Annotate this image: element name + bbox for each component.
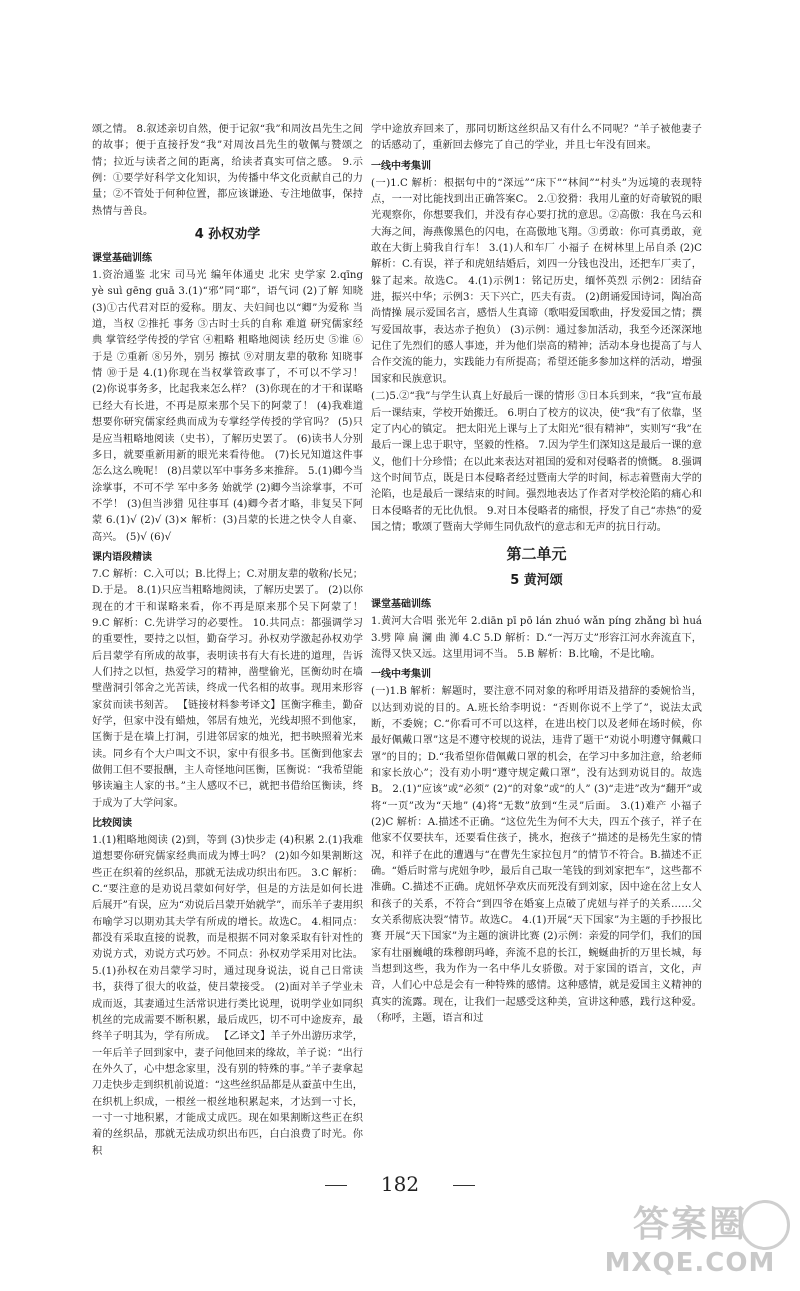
section-heading: 比较阅读 <box>92 818 132 830</box>
lesson-title: 5 黄河颂 <box>510 573 563 589</box>
answer-paragraph: 1.黄河大合唱 张光年 2.diān pī pō lán zhuó wǎn píng zhǎng bì huá 3.劈 障 扁 澜 曲 浉 4.C 5.D 解析：D.“一泻万丈”形容江河水奔流直下，流得又快又远。这里用词不当。 5.B 解析：B.比喻，不是比喻。 <box>371 616 702 660</box>
section-heading: 课堂基础训练 <box>371 599 431 611</box>
section-heading: 课堂基础训练 <box>92 253 152 265</box>
answer-paragraph: 7.C 解析：C.入可以；B.比得上；C.对朋友辈的敬称/长兄；D.于是。 8.(1)只应当粗略地阅读，了解历史罢了。 (2)以你现在的才干和谋略来看，你不再是原来那个吴下阿蒙了！ 9.C 解析：C.先讲学习的必要性。 10.共同点：都强调学习的重要性，要持之以恒，勤奋学习。孙权劝学激起孙权劝学后吕蒙学有所成的故事，表明读书有大有长进的道理，告诉人们持之以恒，热爱学习的精神，凿壁偷光，匡衡幼时在墙壁凿洞引邻舍之光苦读，终成一代名相的故事。现用来形容家贫而读书刻苦。 【链接材料参考译文】匡衡字稚圭，勤奋好学，但家中没有蜡烛，邻居有烛光，光线却照不到他家，匡衡于是在墙上打洞，引进邻居家的烛光，把书映照着光来读。同乡有个大户叫文不识，家中有很多书。匡衡到他家去做佣工但不要报酬，主人奇怪地问匡衡，匡衡说：“我希望能够读遍主人家的书。”主人感叹不已，就把书借给匡衡读，终于成为了大学问家。 <box>92 568 363 809</box>
page-number: 182 <box>380 1172 420 1196</box>
unit-title: 第二单元 <box>506 545 567 564</box>
page-dash-left <box>325 1185 347 1186</box>
answer-paragraph: 1.资治通鉴 北宋 司马光 编年体通史 北宋 史学家 2.qīng yè suì gēng guā 3.(1)“邪”同“耶”，语气词 (2)了解 知晓 (3)①古代君对臣的爱称。朋友、夫妇间也以“卿”为爱称 当道，当权 ②推托 事务 ③古时士兵的自称 难道 研究儒家经典 掌管经学传授的学官 ④粗略 粗略地阅读 经历史 ⑤谁 ⑥于是 ⑦重新 ⑧另外，别另 擦拭 ⑨对朋友辈的敬称 知晓事情 ⑩于是 4.(1)你现在当权掌管政事了，不可以不学习！ (2)你说事务多，比起我来怎么样？ (3)你现在的才干和谋略已经大有长进，不再是原来那个吴下的阿蒙了！ (4)我难道想要你研究儒家经典而成为专掌经学传授的学官吗？ (5)只是应当粗略地阅读（史书），了解历史罢了。 (6)读书人分别多日，就要重新用新的眼光来看待他。 (7)长兄知道这件事怎么这么晚呢！ (8)吕蒙以军中事务多来推辞。 5.(1)卿今当涂掌事，不可不学 军中多务 始就学 (2)卿今当涂掌事，不可不学！ (3)但当涉猎 见往事耳 (4)卿今者才略，非复吴下阿蒙 6.(1)√ (2)√ (3)× 解析：(3)吕蒙的长进之快令人自豪、高兴。 (5)√ (6)√ <box>92 270 363 543</box>
page-dash-right <box>453 1185 475 1186</box>
watermark-title: 答案圈 <box>632 1204 747 1245</box>
answer-paragraph: (一)1.C 解析：根据句中的“深远”“床下”“林间”“村头”为远境的表现特点，一一对比能找到出正确答案C。 2.①狡猾：我用儿童的好奇敏锐的眼光观察你，你想要我们，并没有存心要打扰的意思。②高傲：我在乌云和大海之间，海燕像黑色的闪电，在高傲地飞翔。③勇敢：你可真勇敢，竟敢在大街上骑我自行车！ 3.(1)人和车厂 小福子 在树林里上吊自杀 (2)C 解析：C.有误，祥子和虎妞结婚后，刘四一分钱也没出，还把车厂卖了，躲了起来。故选C。 4.(1)示例1：铭记历史，缅怀英烈 示例2：团结奋进，振兴中华；示例3：天下兴亡，匹夫有责。 (2)朗诵爱国诗词，陶冶高尚情操 展示爱国名言，感悟人生真谛（歌唱爱国歌曲，抒发爱国之情；撰写爱国故事，表达赤子抱负） (3)示例：通过参加活动，我至今还深深地记住了先烈们的感人事迹，并为他们崇高的精神；活动本身也提高了与人合作交流的能力，实践能力有所提高；希望还能多参加这样的活动，增强国家和民族意识。 <box>371 177 702 385</box>
answer-paragraph: 1.(1)粗略地阅读 (2)到，等到 (3)快步走 (4)积累 2.(1)我难道想要你研究儒家经典而成为博士吗？ (2)如今如果割断这些正在织着的丝织品，那就无法成功织出布匹。 3.C 解析：C.“要注意的是劝说吕蒙如何好学，但是的方法是如何长进后展开”有误，应为“劝说后吕蒙开始就学”，而乐羊子妻用织布喻学习以期劝其夫学有所成的增长。故选C。 4.相同点：都没有采取直接的说教，而是根据不同对象采取有针对性的劝说方式，劝说方式巧妙。不同点：孙权劝学采用对比法。 5.(1)孙权在劝吕蒙学习时，通过现身说法，说自己日常读书，获得了很大的收益，使吕蒙接受。 (2)面对羊子学业未成而返，其妻通过生活常识进行类比说理，说明学业如同织机丝的完成需要不断积累，最后成匹，切不可中途废弃，最终羊子明其为，学有所成。 【乙译文】羊子外出游历求学，一年后羊子回到家中，妻子问他回来的缘故，羊子说：“出行在外久了，心中想念家里，没有别的特殊的事。”羊子妻拿起刀走快步走到织机前说道：“这些丝织品都是从蚕茧中生出，在织机上织成，一根丝一根丝地积累起来，才达到一寸长，一寸一寸地积累，才能成丈成匹。现在如果割断这些正在织着的丝织品，那就无法成功织出布匹，白白浪费了时光。你积 <box>92 835 363 1157</box>
answer-paragraph: (一)1.B 解析：解题时，要注意不同对象的称呼用语及措辞的委婉恰当，以达到劝说的目的。A.班长给李明说：“否则你说不上学了”，说法太武断，不委婉；C.“你看可不可以这样，在进出校门以及老师在场时候，你最好佩戴口罩”这是不遵守校规的说法，违背了题干“劝说小明遵守佩戴口罩”的目的；D.“我希望你借佩戴口罩的机会，在学习中多加注意，给老师和家长放心”；没有劝小明“遵守规定戴口罩”，没有达到劝说目的。故选B。 2.(1)“应该”或“必须” (2)“的对象”或“的人” (3)“走进”改为“翻开”或将“一页”改为“天地” (4)将“无数”放到“生灵”后面。 3.(1)难产 小福子 (2)C 解析：A.描述不正确。“这位先生为何不大夫，四五个孩子，祥子在他家不仅要扶车，还要看住孩子，挑水，抱孩子”描述的是杨先生家的情况，和祥子在此的遭遇与“在曹先生家拉包月”的情节不符合。B.描述不正确。“婚后时常与虎妞争吵，最后自己取一笔钱的到刘家把车”，这些都不准确。C.描述不正确。虎妞怀孕欢庆而死没有到刘家，因中途在岔上女人和孩子的关系，不符合“到四爷在婚宴上点破了虎妞与祥子的关系……父女关系彻底决裂”情节。故选C。 4.(1)开展“天下国家”为主题的手抄报比赛 开展“天下国家”为主题的演讲比赛 (2)示例：亲爱的同学们，我们的国家有壮丽巍峨的珠穆朗玛峰，奔流不息的长江，蜿蜒曲折的万里长城，每当想到这些，我为作为一名中华儿女骄傲。对于家国的语言，文化，声音，人们心中总是会有一种特殊的感情。这种感情，就是爱国主义精神的真实的流露。现在，让我们一起感受这种美，宣讲这种感，践行这种爱。（称呼，主题，语言和过 <box>371 686 702 1025</box>
watermark-seal-icon <box>740 1200 790 1250</box>
right-column <box>371 122 702 1029</box>
section-heading: 一线中考集训 <box>371 669 431 681</box>
section-heading: 一线中考集训 <box>371 160 431 172</box>
left-column <box>92 122 363 1161</box>
section-heading: 课内语段精读 <box>92 551 152 563</box>
answer-paragraph: 学中途放弃回来了，那同切断这丝织品又有什么不同呢？”羊子被他妻子的话感动了，重新回去修完了自己的学业，并且七年没有回来。 <box>371 124 702 152</box>
answer-paragraph: (二)5.②“我”与学生认真上好最后一课的情形 ③日本兵到来，“我”宣布最后一课结束，学校开始搬迁。 6.明白了校方的议决，使“我”有了依靠，坚定了内心的镇定。 把太阳光上课与上了太阳光“很有精神”，实则写“我”在最后一课上忠于职守，坚毅的性格。 7.因为学生们深知这是最后一课的意义，他们十分珍惜；在以此来表达对祖国的爱和对侵略者的愤慨。 8.强调这个时间节点，既是日本侵略者经过暨南大学的时间，标志着暨南大学的沦陷，也是最后一课结束的时间。强烈地表达了作者对学校沦陷的痛心和日本侵略者的无比仇恨。 9.对日本侵略者的痛恨，抒发了自己“赤热”的爱国之情；歌颂了暨南大学师生同仇敌忾的意志和无声的抗日行动。 <box>371 391 702 533</box>
watermark-logo <box>590 1196 790 1288</box>
watermark-url: MXQE.COM <box>604 1248 776 1278</box>
answer-paragraph: 颂之情。 8.叙述亲切自然，便于记叙“我”和周汝昌先生之间的故事；便于直接抒发“我”对周汝昌先生的敬佩与赞颂之情；拉近与读者之间的距离，给读者真实可信之感。 9.示例：①要学好科学文化知识，为传播中华文化贡献自己的力量；②不管处于何种位置，都应该谦逊、专注地做事，保持热情与善良。 <box>92 124 363 217</box>
lesson-title: 4 孙权劝学 <box>194 227 261 243</box>
page-number-row <box>0 1172 800 1196</box>
